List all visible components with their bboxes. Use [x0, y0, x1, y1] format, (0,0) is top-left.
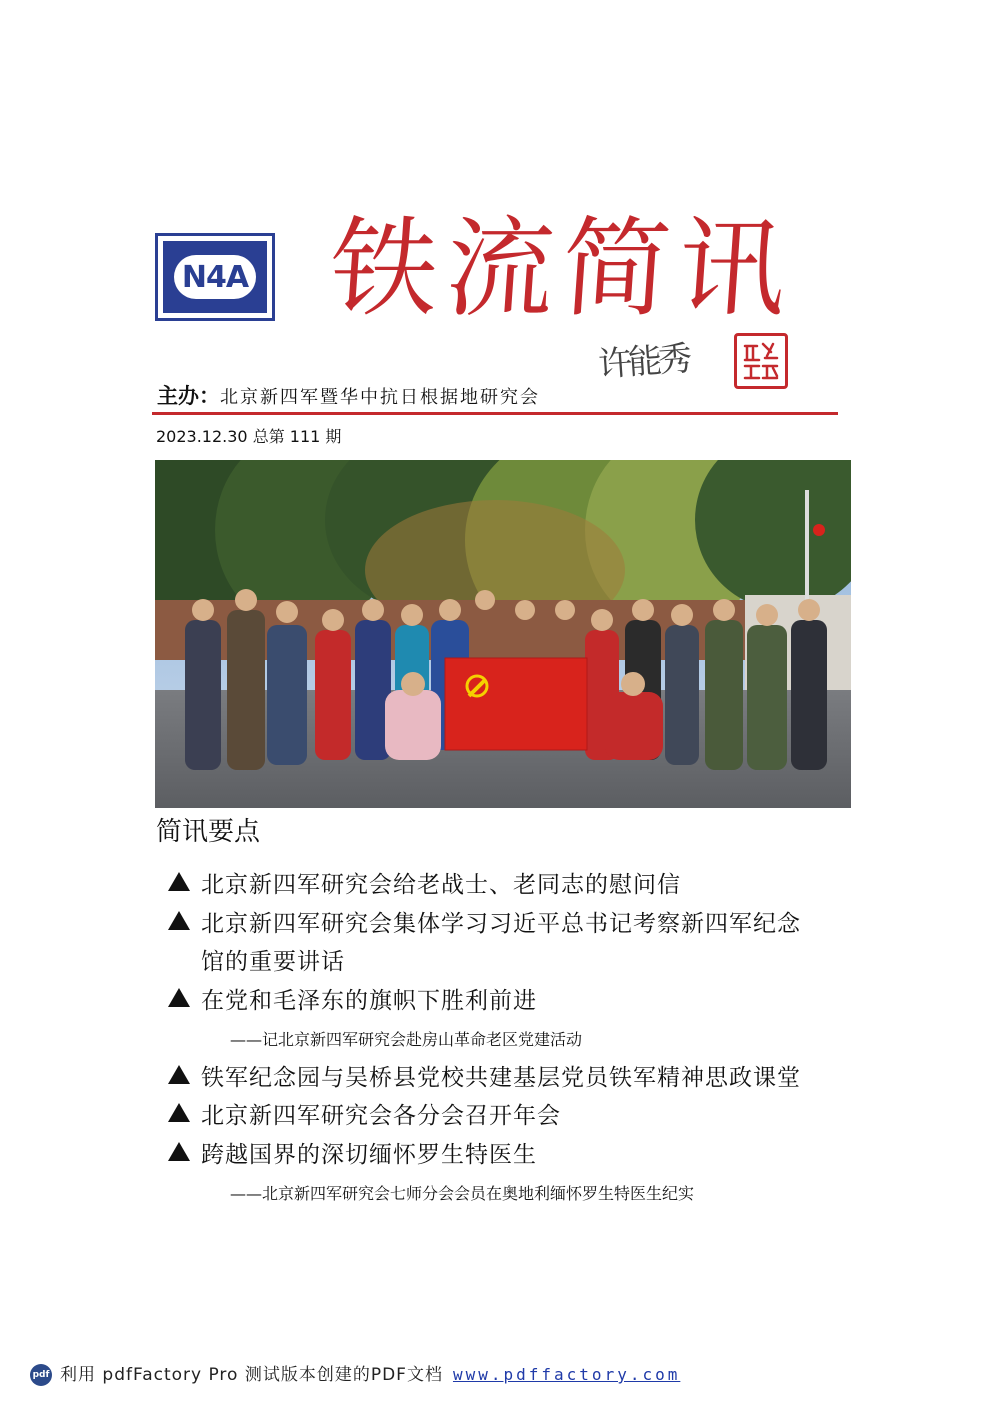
issue-date: 2023.12.30 总第 111 期 — [156, 427, 342, 446]
sponsor-label: 主办： — [157, 384, 220, 408]
triangle-bullet-icon — [168, 1103, 190, 1122]
logo-pill — [174, 255, 256, 299]
party-flag — [445, 658, 587, 750]
triangle-bullet-icon — [168, 1142, 190, 1161]
toc-item-text: 在党和毛泽东的旗帜下胜利前进 — [201, 988, 537, 1014]
logo-background — [163, 241, 267, 313]
section-title-highlights: 简讯要点 — [156, 817, 261, 847]
triangle-bullet-icon — [168, 872, 190, 891]
toc-item-subtitle: ——记北京新四军研究会赴房山革命老区党建活动 — [230, 1030, 583, 1049]
triangle-bullet-icon — [168, 1065, 190, 1084]
sponsor-line — [157, 383, 540, 411]
toc-item-text: 铁军纪念园与吴桥县党校共建基层党员铁军精神思政课堂 — [201, 1065, 801, 1091]
pdffactory-link[interactable]: www.pdffactory.com — [452, 1365, 681, 1384]
toc-item-subtitle: ——北京新四军研究会七师分会会员在奥地利缅怀罗生特医生纪实 — [230, 1184, 695, 1203]
pdffactory-footer — [30, 1362, 680, 1388]
logo-text: N4A — [181, 259, 249, 295]
triangle-bullet-icon — [168, 988, 190, 1007]
header-divider — [152, 412, 838, 415]
group-photo — [155, 460, 851, 808]
footer-text: 利用 pdfFactory Pro 测试版本创建的PDF文档 — [60, 1365, 443, 1385]
newsletter-title: 铁流简讯 — [325, 207, 799, 332]
toc-item-text: 跨越国界的深切缅怀罗生特医生 — [201, 1142, 537, 1168]
toc-item-text: 北京新四军研究会给老战士、老同志的慰问信 — [201, 872, 681, 898]
toc-item-text: 北京新四军研究会集体学习习近平总书记考察新四军纪念 — [201, 911, 801, 937]
red-seal-stamp — [734, 333, 788, 389]
triangle-bullet-icon — [168, 911, 190, 930]
calligrapher-signature: 许能秀 — [596, 338, 690, 386]
pdf-icon: pdf — [30, 1364, 52, 1386]
toc-item-text-line2: 馆的重要讲话 — [201, 949, 345, 975]
n4a-logo — [155, 233, 275, 321]
group-photo-illustration — [155, 460, 851, 808]
toc-item-text: 北京新四军研究会各分会召开年会 — [201, 1103, 561, 1129]
sponsor-name: 北京新四军暨华中抗日根据地研究会 — [220, 387, 540, 408]
